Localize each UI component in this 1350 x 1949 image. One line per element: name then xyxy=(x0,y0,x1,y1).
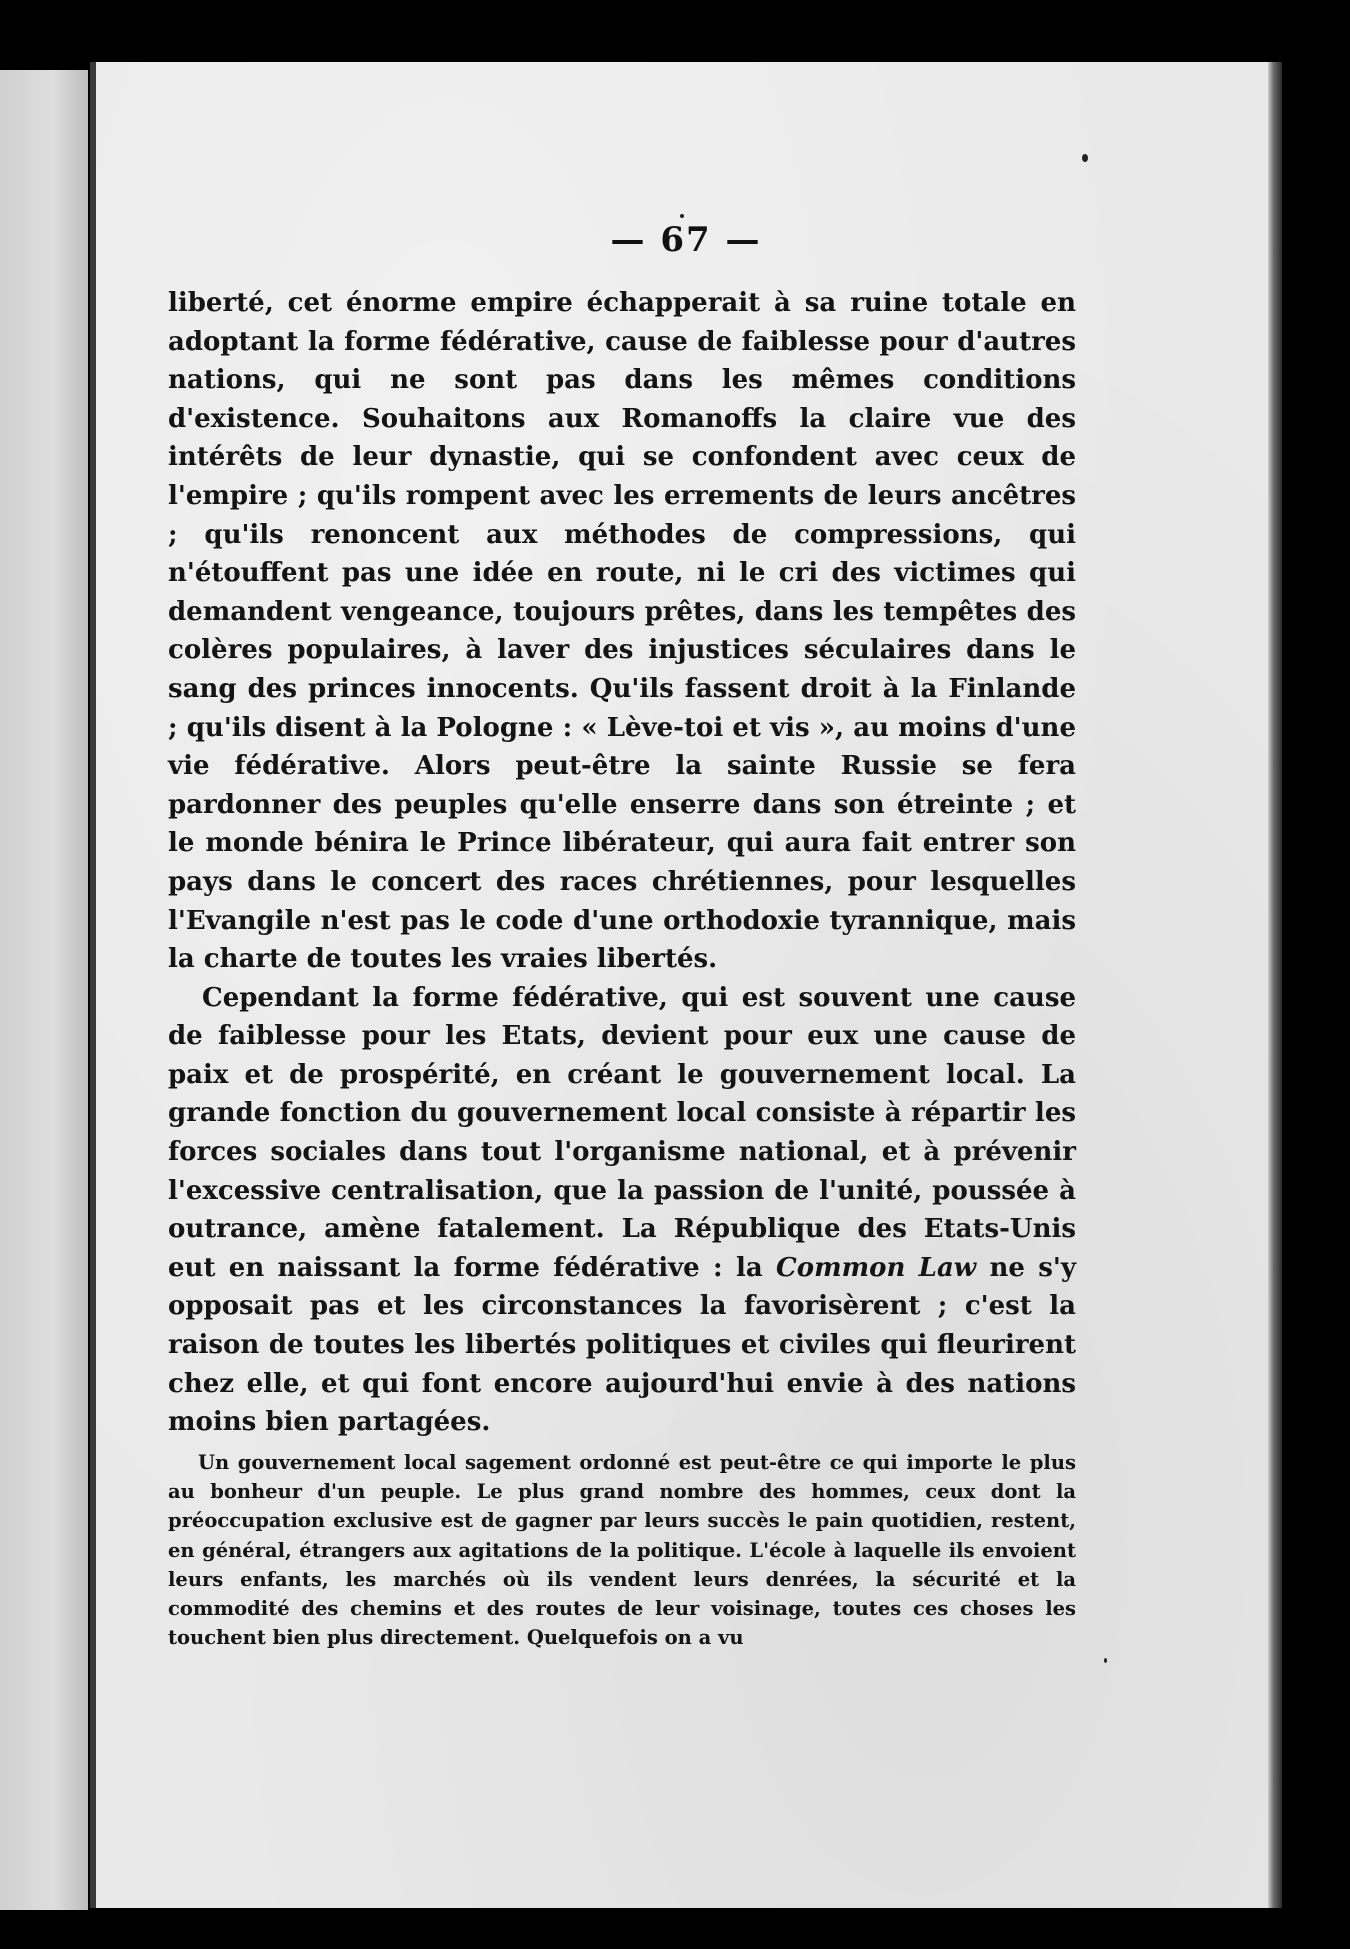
scanned-page xyxy=(90,62,1282,1908)
italic-term: Common Law xyxy=(776,1252,977,1283)
paragraph xyxy=(168,979,1076,1442)
page-number: — 67 — xyxy=(610,220,762,260)
ink-speck xyxy=(1104,1658,1107,1663)
ink-speck xyxy=(1082,154,1088,162)
ink-speck xyxy=(680,214,684,218)
scan-left-margin xyxy=(0,70,88,1910)
footnote: Un gouvernement local sagement ordonné est peut-être ce qui importe le plus au bonheur d'un peuple. Le plus grand nombre des hommes, ceux dont la préoccupation exclusive est de gagner par leurs succès le pain quotidien, restent, en général, étrangers aux agitations de la politique. L'école à laquelle ils envoient leurs enfants, les marchés où ils vendent leurs denrées, la sécurité et la commodité des chemins et des routes de leur voisinage, toutes ces choses les touchent bien plus directement. Quelquefois on a vu xyxy=(168,1451,1076,1650)
paragraph-text: ne s'y opposait pas et les circonstances la favorisèrent ; c'est la raison de toutes les libertés politiques et civiles qui fleurirent chez elle, et qui font encore aujourd'hui envie à des nations moins bien partagées. xyxy=(168,1252,1076,1438)
main-text xyxy=(168,284,1076,1442)
paragraph: liberté, cet énorme empire échapperait à sa ruine totale en adoptant la forme fédérative, cause de faiblesse pour d'autres nations, qui ne sont pas dans les mêmes conditions d'existence. Souhaitons aux Romanoffs la claire vue des intérêts de leur dynastie, qui se confondent avec ceux de l'empire ; qu'ils rompent avec les errements de leurs ancêtres ; qu'ils renoncent aux méthodes de compressions, qui n'étouffent pas une idée en route, ni le cri des victimes qui demandent vengeance, toujours prêtes, dans les tempêtes des colères populaires, à laver des injustices séculaires dans le sang des princes innocents. Qu'ils fassent droit à la Finlande ; qu'ils disent à la Pologne : « Lève-toi et vis », au moins d'une vie fédérative. Alors peut-être la sainte Russie se fera pardonner des peuples qu'elle enserre dans son étreinte ; et le monde bénira le Prince libérateur, qui aura fait entrer son pays dans le concert des races chrétiennes, pour lesquelles l'Evangile n'est pas le code d'une orthodoxie tyrannique, mais la charte de toutes les vraies libertés. xyxy=(168,288,1076,975)
paragraph-text: Cependant la forme fédérative, qui est souvent une cause de faiblesse pour les Etats, devient pour eux une cause de paix et de prospérité, en créant le gouvernement local. La grande fonction du gouvernement local consiste à répartir les forces sociales dans tout l'organisme national, et à prévenir l'excessive centralisation, que la passion de l'unité, poussée à outrance, amène fatalement. La République des Etats-Unis eut en naissant la forme fédérative : la xyxy=(168,982,1076,1283)
